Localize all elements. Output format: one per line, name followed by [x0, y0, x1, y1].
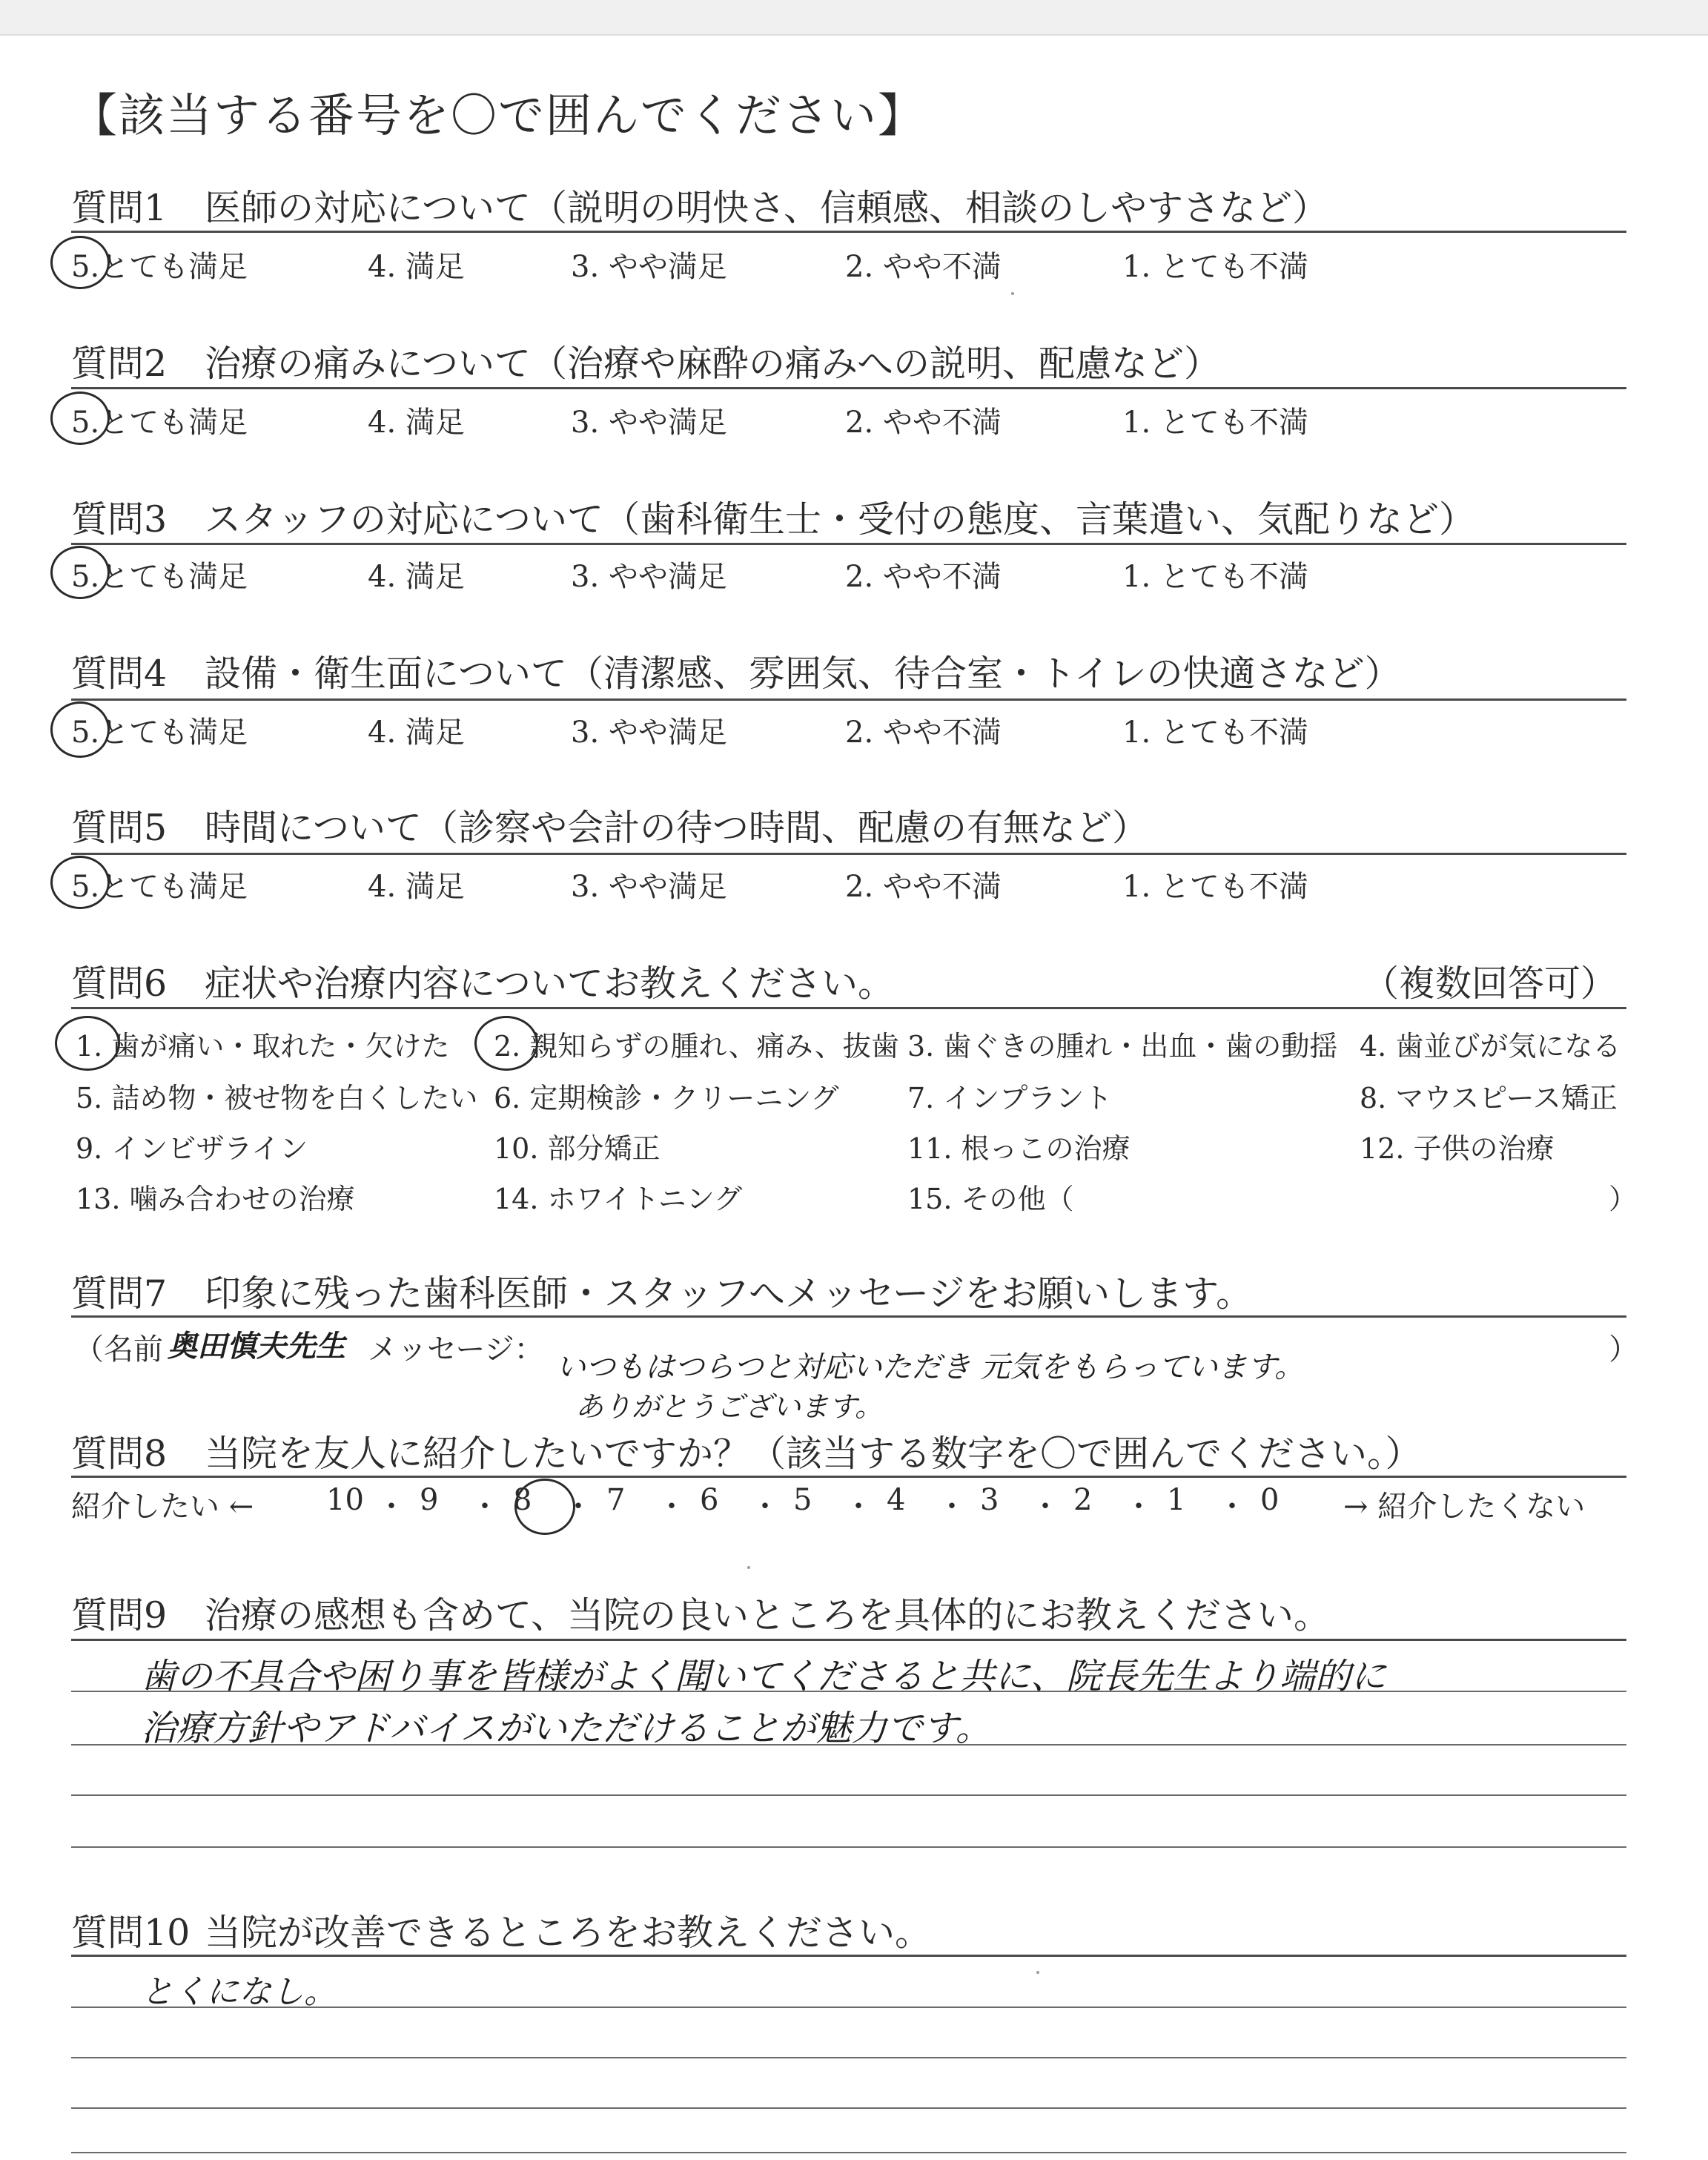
rating-option-1[interactable]: 1. とても不満 — [1122, 716, 1308, 750]
selection-circle — [514, 1479, 575, 1535]
question-number: 質問9 — [71, 1594, 168, 1636]
question-number: 質問10 — [71, 1912, 191, 1954]
answer-line-rule — [71, 2007, 1626, 2008]
question-text: 治療の痛みについて（治療や麻酔の痛みへの説明、配慮など） — [205, 343, 1221, 385]
symptom-option-10[interactable]: 10. 部分矯正 — [494, 1132, 661, 1165]
rating-option-1[interactable]: 1. とても不満 — [1122, 406, 1308, 440]
question-number: 質問8 — [71, 1433, 168, 1475]
symptom-option-2[interactable]: 2. 親知らずの腫れ、痛み、抜歯 — [494, 1030, 899, 1063]
selection-circle — [50, 392, 110, 445]
rating-option-4[interactable]: 4. 満足 — [368, 250, 465, 284]
scale-separator: ・ — [377, 1490, 406, 1524]
question-number: 質問7 — [71, 1272, 168, 1315]
scale-separator: ・ — [657, 1490, 686, 1524]
scale-option-3[interactable]: 3 — [980, 1483, 999, 1517]
form-title: 【該当する番号を〇で囲んでください】 — [71, 88, 926, 142]
scale-separator: ・ — [937, 1490, 967, 1524]
scale-option-2[interactable]: 2 — [1073, 1483, 1093, 1517]
scale-separator: ・ — [470, 1490, 500, 1524]
message-label: メッセージ： — [368, 1332, 544, 1367]
symptom-option-7[interactable]: 7. インプラント — [907, 1082, 1113, 1114]
question-4 — [71, 645, 1401, 697]
scale-separator: ・ — [563, 1490, 593, 1524]
message-line-2: ありがとうございます。 — [575, 1390, 883, 1423]
rating-option-5[interactable]: 5.とても満足 — [71, 870, 248, 904]
rating-option-5[interactable]: 5.とても満足 — [71, 250, 248, 284]
scale-left-label: 紹介したい ← — [71, 1490, 254, 1524]
rating-option-4[interactable]: 4. 満足 — [368, 870, 465, 904]
staff-name: 奥田慎夫先生 — [168, 1330, 345, 1364]
symptom-option-11[interactable]: 11. 根っこの治療 — [907, 1132, 1131, 1165]
other-close-paren: ） — [1609, 1183, 1638, 1215]
scale-option-7[interactable]: 7 — [606, 1483, 626, 1517]
symptom-option-14[interactable]: 14. ホワイトニング — [494, 1183, 743, 1215]
answer-line-rule — [71, 2057, 1626, 2058]
multiple-answer-note: （複数回答可） — [1363, 962, 1618, 1005]
scale-option-6[interactable]: 6 — [700, 1483, 719, 1517]
question-divider — [71, 231, 1626, 233]
answer-line-rule — [71, 1691, 1626, 1692]
question-divider — [71, 853, 1626, 855]
question-text: 症状や治療内容についてお教えください。 — [205, 962, 895, 1005]
question-number: 質問5 — [71, 807, 168, 849]
scan-speck — [1036, 1971, 1039, 1974]
symptom-option-1[interactable]: 1. 歯が痛い・取れた・欠けた — [76, 1030, 450, 1063]
rating-option-4[interactable]: 4. 満足 — [368, 560, 465, 594]
scale-option-0[interactable]: 0 — [1260, 1483, 1280, 1517]
question-2 — [71, 335, 1220, 387]
rating-option-4[interactable]: 4. 満足 — [368, 406, 465, 440]
answer-line-1: 歯の不具合や困り事を皆様がよく聞いてくださると共に、院長先生より端的に — [141, 1656, 1387, 1697]
question-number: 質問1 — [71, 187, 168, 229]
rating-option-2[interactable]: 2. やや不満 — [845, 560, 1002, 594]
rating-option-2[interactable]: 2. やや不満 — [845, 870, 1002, 904]
question-text: 設備・衛生面について（清潔感、雰囲気、待合室・トイレの快適さなど） — [205, 653, 1401, 695]
question-text: 印象に残った歯科医師・スタッフへメッセージをお願いします。 — [205, 1272, 1253, 1315]
symptom-option-13[interactable]: 13. 噛み合わせの治療 — [76, 1183, 355, 1215]
symptom-option-12[interactable]: 12. 子供の治療 — [1360, 1132, 1555, 1165]
question-text: 当院が改善できるところをお教えください。 — [205, 1912, 932, 1954]
question-9 — [71, 1587, 1330, 1639]
question-8 — [71, 1425, 1422, 1477]
symptom-option-9[interactable]: 9. インビザライン — [76, 1132, 308, 1165]
rating-option-1[interactable]: 1. とても不満 — [1122, 250, 1308, 284]
rating-option-5[interactable]: 5.とても満足 — [71, 560, 248, 594]
scale-option-8[interactable]: 8 — [513, 1483, 532, 1517]
answer-line-1: とくになし。 — [141, 1973, 337, 2011]
question-1 — [71, 179, 1328, 231]
question-6 — [71, 955, 894, 1007]
selection-circle — [50, 236, 110, 289]
rating-option-3[interactable]: 3. やや満足 — [571, 406, 727, 440]
rating-option-4[interactable]: 4. 満足 — [368, 716, 465, 750]
rating-option-5[interactable]: 5.とても満足 — [71, 406, 248, 440]
scale-option-4[interactable]: 4 — [887, 1483, 906, 1517]
symptom-option-8[interactable]: 8. マウスピース矯正 — [1360, 1082, 1618, 1114]
question-text: 医師の対応について（説明の明快さ、信頼感、相談のしやすさなど） — [205, 187, 1329, 229]
rating-option-2[interactable]: 2. やや不満 — [845, 250, 1002, 284]
selection-circle — [55, 1016, 120, 1071]
scale-separator: ・ — [750, 1490, 780, 1524]
answer-line-2: 治療方針やアドバイスがいただけることが魅力です。 — [141, 1708, 991, 1749]
symptom-option-5[interactable]: 5. 詰め物・被せ物を白くしたい — [76, 1082, 478, 1114]
rating-option-3[interactable]: 3. やや満足 — [571, 560, 727, 594]
selection-circle — [50, 546, 110, 599]
question-text: 時間について（診察や会計の待つ時間、配慮の有無など） — [205, 807, 1149, 849]
scale-separator: ・ — [844, 1490, 873, 1524]
rating-option-1[interactable]: 1. とても不満 — [1122, 560, 1308, 594]
question-number: 質問4 — [71, 653, 168, 695]
question-divider — [71, 1007, 1626, 1009]
question-text: スタッフの対応について（歯科衛生士・受付の態度、言葉遣い、気配りなど） — [205, 498, 1476, 541]
answer-line-rule — [71, 2152, 1626, 2153]
scan-speck — [1011, 292, 1014, 295]
question-number: 質問2 — [71, 343, 168, 385]
rating-option-2[interactable]: 2. やや不満 — [845, 716, 1002, 750]
rating-option-1[interactable]: 1. とても不満 — [1122, 870, 1308, 904]
symptom-option-3[interactable]: 3. 歯ぐきの腫れ・出血・歯の動揺 — [907, 1030, 1338, 1063]
scale-separator: ・ — [1217, 1490, 1247, 1524]
rating-option-3[interactable]: 3. やや満足 — [571, 716, 727, 750]
question-text: 治療の感想も含めて、当院の良いところを具体的にお教えください。 — [205, 1594, 1331, 1636]
symptom-option-15[interactable]: 15. その他（ — [907, 1183, 1074, 1215]
rating-option-3[interactable]: 3. やや満足 — [571, 250, 727, 284]
question-divider — [71, 1476, 1626, 1478]
question-divider — [71, 1955, 1626, 1957]
question-10 — [71, 1904, 931, 1956]
question-number: 質問6 — [71, 962, 168, 1005]
rating-option-3[interactable]: 3. やや満足 — [571, 870, 727, 904]
scale-right-label: → 紹介したくない — [1343, 1490, 1586, 1524]
scale-separator: ・ — [1124, 1490, 1153, 1524]
selection-circle — [50, 856, 110, 909]
question-5 — [71, 799, 1148, 851]
answer-line-rule — [71, 1846, 1626, 1848]
question-7 — [71, 1265, 1252, 1317]
answer-line-rule — [71, 1794, 1626, 1796]
question-text: 当院を友人に紹介したいですか？（該当する数字を〇で囲んでください。） — [205, 1433, 1422, 1475]
name-label: （名前 — [74, 1332, 163, 1367]
rating-option-2[interactable]: 2. やや不満 — [845, 406, 1002, 440]
question-divider — [71, 1315, 1626, 1318]
message-line-1: いつもはつらつと対応いただき 元気をもらっています。 — [556, 1350, 1305, 1384]
symptom-option-6[interactable]: 6. 定期検診・クリーニング — [494, 1082, 839, 1114]
question-3 — [71, 491, 1475, 543]
scale-separator: ・ — [1030, 1490, 1060, 1524]
answer-line-rule — [71, 2107, 1626, 2109]
selection-circle — [50, 701, 110, 758]
scale-option-10[interactable]: 10 — [326, 1483, 364, 1517]
scale-option-9[interactable]: 9 — [420, 1483, 439, 1517]
selection-circle — [474, 1016, 538, 1071]
symptom-option-4[interactable]: 4. 歯並びが気になる — [1360, 1030, 1621, 1063]
question-divider — [71, 387, 1626, 389]
message-close-paren: ） — [1609, 1332, 1638, 1367]
answer-line-rule — [71, 1744, 1626, 1745]
scale-option-1[interactable]: 1 — [1167, 1483, 1186, 1517]
rating-option-5[interactable]: 5.とても満足 — [71, 716, 248, 750]
question-number: 質問3 — [71, 498, 168, 541]
question-divider — [71, 1639, 1626, 1641]
question-divider — [71, 543, 1626, 545]
question-divider — [71, 698, 1626, 701]
scale-option-5[interactable]: 5 — [793, 1483, 812, 1517]
scan-speck — [747, 1566, 750, 1569]
